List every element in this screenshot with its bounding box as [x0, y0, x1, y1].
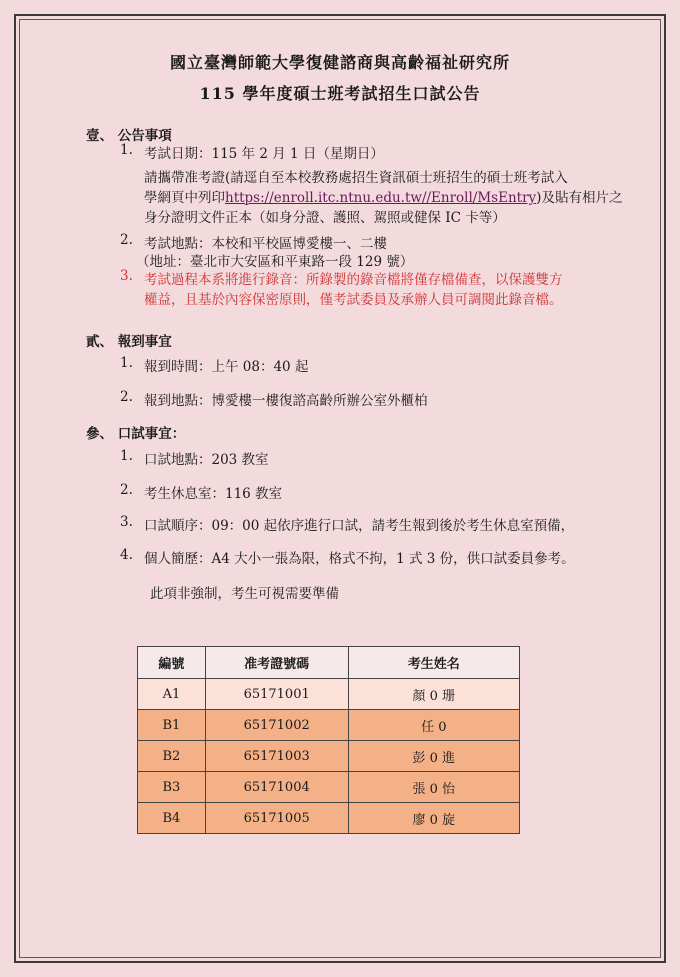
- candidate-id: B2: [138, 741, 206, 772]
- check-in-time: 報到時間：上午 08：40 起: [144, 359, 309, 375]
- candidate-name: 任 0: [348, 710, 519, 741]
- candidate-id: B1: [138, 710, 206, 741]
- section3-item1-number: 1.: [120, 448, 133, 464]
- check-in-location: 報到地點：博愛樓一樓復諮高齡所辦公室外櫃柏: [144, 393, 428, 409]
- table-row: [138, 803, 520, 834]
- table-header-row: [138, 647, 520, 679]
- ticket-number: 65171005: [205, 803, 348, 834]
- section1-heading: 壹、 公告事項: [86, 128, 172, 144]
- announcement-title: 115 學年度碩士班考試招生口試公告: [199, 84, 481, 103]
- header-number: 編號: [138, 647, 206, 679]
- recording-notice-line1: 考試過程本系將進行錄音：所錄製的錄音檔將僅存檔備查，以保護雙方: [144, 272, 563, 288]
- admission-ticket-note-suffix: )及貼有相片之: [536, 190, 623, 206]
- exam-date: 考試日期：115 年 2 月 1 日（星期日）: [144, 146, 384, 162]
- institute-title: 國立臺灣師範大學復健諮商與高齡福祉研究所: [169, 53, 510, 72]
- header-candidate-name: 考生姓名: [348, 647, 519, 679]
- ticket-number: 65171003: [205, 741, 348, 772]
- section2-item1-number: 1.: [120, 355, 133, 371]
- interview-order: 口試順序：09：00 起依序進行口試，請考生報到後於考生休息室預備，: [144, 518, 575, 534]
- recording-notice-line2: 權益，且基於內容保密原則，僅考試委員及承辦人員可調閱此錄音檔。: [144, 292, 563, 308]
- admission-ticket-note-line1: 請攜帶准考證(請逕自至本校教務處招生資訊碩士班招生的碩士班考試入: [144, 170, 568, 186]
- header-ticket-number: 准考證號碼: [205, 647, 348, 679]
- exam-address: （地址：臺北市大安區和平東路一段 129 號）: [136, 254, 414, 270]
- candidate-table: [137, 646, 520, 834]
- table-row: [138, 772, 520, 803]
- interview-location: 口試地點：203 教室: [144, 452, 269, 468]
- table-row: [138, 710, 520, 741]
- admission-ticket-note-prefix: 學網頁中列印: [144, 190, 225, 206]
- section1-item2-number: 2.: [120, 232, 133, 248]
- ticket-number: 65171001: [205, 679, 348, 710]
- table-row: [138, 741, 520, 772]
- enrollment-link[interactable]: https://enroll.itc.ntnu.edu.tw//Enroll/MsEntry: [225, 190, 537, 206]
- section3-item3-number: 3.: [120, 514, 133, 530]
- section1-item3-number: 3.: [120, 268, 133, 284]
- section2-item2-number: 2.: [120, 389, 133, 405]
- id-document-note: 身分證明文件正本（如身分證、護照、駕照或健保 IC 卡等）: [144, 210, 506, 226]
- admission-ticket-note-line2: [144, 186, 622, 206]
- section1-item1-number: 1.: [120, 142, 133, 158]
- resume-optional-note: 此項非強制，考生可視需要準備: [150, 586, 339, 602]
- candidate-id: A1: [138, 679, 206, 710]
- candidate-name: 顏 0 珊: [348, 679, 519, 710]
- candidate-name: 張 0 怡: [348, 772, 519, 803]
- section2-heading: 貳、 報到事宜: [86, 334, 172, 350]
- ticket-number: 65171004: [205, 772, 348, 803]
- section3-heading: 參、 口試事宜：: [86, 426, 186, 442]
- resume-requirement: 個人簡歷：A4 大小一張為限，格式不拘，1 式 3 份，供口試委員參考。: [144, 551, 575, 567]
- ticket-number: 65171002: [205, 710, 348, 741]
- exam-location: 考試地點：本校和平校區博愛樓一、二樓: [144, 236, 387, 252]
- table-row: [138, 679, 520, 710]
- candidate-name: 廖 0 旋: [348, 803, 519, 834]
- candidate-id: B4: [138, 803, 206, 834]
- candidate-name: 彭 0 進: [348, 741, 519, 772]
- waiting-room: 考生休息室：116 教室: [144, 486, 283, 502]
- candidate-id: B3: [138, 772, 206, 803]
- section3-item2-number: 2.: [120, 482, 133, 498]
- section3-item4-number: 4.: [120, 547, 133, 563]
